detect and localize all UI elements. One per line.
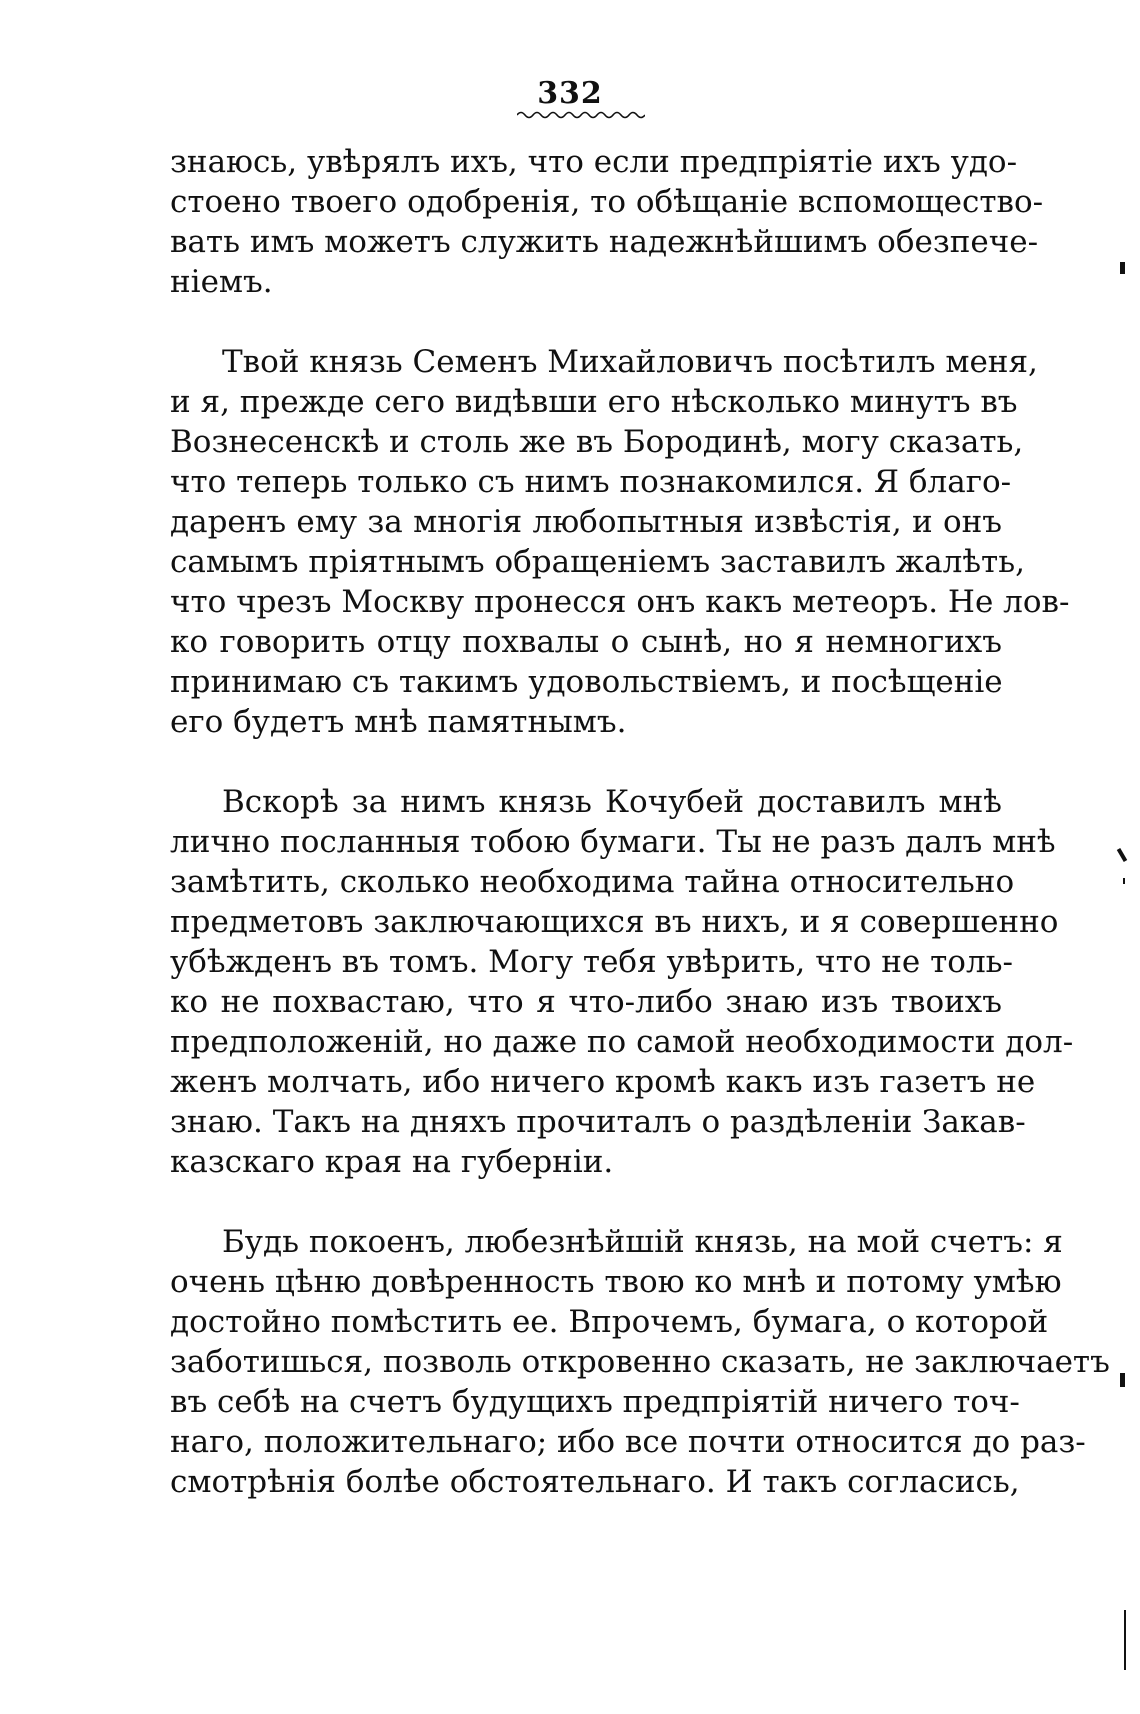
text-line: ко не похвастаю, что я что-либо знаю изъ твоихъ: [170, 984, 1002, 1020]
text-line: наго, положительнаго; ибо все почти относится до раз-: [170, 1424, 1086, 1460]
text-line: замѣтить, сколько необходима тайна относительно: [170, 864, 1015, 900]
text-line: заботишься, позволь откровенно сказать, не заключаетъ: [170, 1344, 1110, 1380]
text-line: и я, прежде сего видѣвши его нѣсколько минутъ въ: [170, 384, 1018, 420]
text-line: достойно помѣстить ее. Впрочемъ, бумага, о которой: [170, 1304, 1049, 1340]
text-line: даренъ ему за многія любопытныя извѣстія, и онъ: [170, 504, 1002, 540]
text-line: Вскорѣ за нимъ князь Кочубей доставилъ мнѣ: [222, 784, 1002, 820]
text-line: знаю. Такъ на дняхъ прочиталъ о раздѣленіи Закав-: [170, 1104, 1026, 1140]
text-line: женъ молчать, ибо ничего кромѣ какъ изъ газетъ не: [170, 1064, 1036, 1100]
text-line: предположеній, но даже по самой необходимости дол-: [170, 1024, 1074, 1060]
paragraph: [170, 142, 1044, 302]
text-line: Будь покоенъ, любезнѣйшій князь, на мой счетъ: я: [222, 1224, 1063, 1260]
page-number-ornament: [517, 110, 645, 120]
text-line: ко говорить отцу похвалы о сынѣ, но я немногихъ: [170, 624, 1002, 660]
text-line: Вознесенскѣ и столь же въ Бородинѣ, могу сказать,: [170, 424, 1024, 460]
paragraph: [170, 342, 1070, 742]
scan-mark: [1124, 1610, 1126, 1670]
text-line: въ себѣ на счетъ будущихъ предпріятій ничего точ-: [170, 1384, 1020, 1420]
text-line: самымъ пріятнымъ обращеніемъ заставилъ жалѣть,: [170, 544, 1025, 580]
scan-mark: [1123, 878, 1125, 884]
text-line: предметовъ заключающихся въ нихъ, и я совершенно: [170, 904, 1059, 940]
text-line: что теперь только съ нимъ познакомился. Я благо-: [170, 464, 1012, 500]
scan-mark: [1120, 1373, 1125, 1387]
page-number: 332: [537, 76, 603, 111]
paragraph: [170, 782, 1074, 1182]
text-line: Твой князь Семенъ Михайловичъ посѣтилъ меня,: [222, 344, 1038, 380]
text-line: смотрѣнія болѣе обстоятельнаго. И такъ согласись,: [170, 1464, 1020, 1500]
scan-mark: [1117, 848, 1127, 862]
text-line: что чрезъ Москву пронесся онъ какъ метеоръ. Не лов-: [170, 584, 1070, 620]
text-line: очень цѣню довѣренность твою ко мнѣ и потому умѣю: [170, 1264, 1062, 1300]
text-line: казскаго края на губерніи.: [170, 1144, 614, 1180]
text-line: ніемъ.: [170, 264, 273, 300]
paragraph: [170, 1222, 1110, 1502]
text-line: знаюсь, увѣрялъ ихъ, что если предпріятіе ихъ удо-: [170, 144, 1018, 180]
text-line: вать имъ можетъ служить надежнѣйшимъ обезпече-: [170, 224, 1039, 260]
text-line: его будетъ мнѣ памятнымъ.: [170, 704, 627, 740]
scan-mark: [1120, 262, 1125, 274]
body-text: [170, 142, 1110, 1542]
text-line: принимаю съ такимъ удовольствіемъ, и посѣщеніе: [170, 664, 1003, 700]
text-line: убѣжденъ въ томъ. Могу тебя увѣрить, что не толь-: [170, 944, 1013, 980]
text-line: лично посланныя тобою бумаги. Ты не разъ далъ мнѣ: [170, 824, 1056, 860]
text-line: стоено твоего одобренія, то обѣщаніе вспомоществo-: [170, 184, 1044, 220]
